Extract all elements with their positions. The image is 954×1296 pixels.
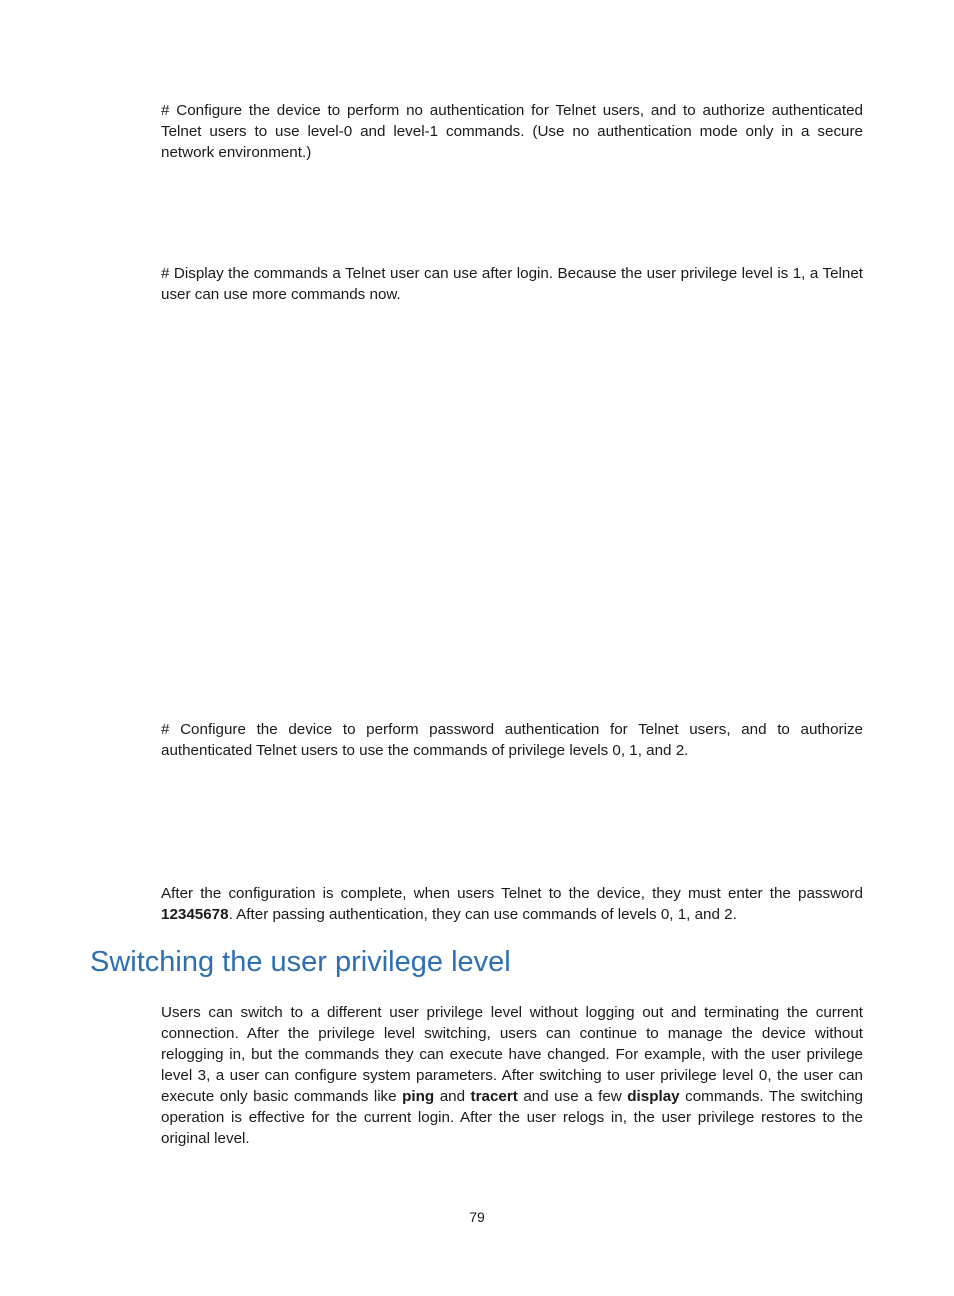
paragraph-password-auth-config: # Configure the device to perform password authentication for Telnet users, and to authorize authenticated Telnet users to use the commands of privilege levels 0, 1, and 2. (161, 721, 863, 759)
paragraph-text: . After passing authentication, they can use commands of levels 0, 1, and 2. (228, 906, 737, 923)
paragraph-text: Users can switch to a different user privilege level without logging out and terminating the current connection. After the privilege level switching, users can continue to manage the device without relogging in, but the commands they can execute have changed. For example, with the user privilege level 3, a user can configure system parameters. After switching to user privilege level 0, the user can execute only basic commands like (161, 1004, 863, 1105)
page-number: 79 (469, 1209, 485, 1225)
paragraph-after-configuration (161, 883, 863, 925)
paragraph-text: After the configuration is complete, when users Telnet to the device, they must enter the password (161, 885, 863, 902)
command-tracert: tracert (470, 1088, 518, 1105)
paragraph-display-commands: # Display the commands a Telnet user can use after login. Because the user privilege level is 1, a Telnet user can use more commands now. (161, 265, 863, 303)
password-value: 12345678 (161, 906, 229, 923)
paragraph-text: commands. The switching operation is effective for the current login. After the user relogs in, the user privilege restores to the original level. (161, 1088, 864, 1147)
paragraph-text: and use a few (517, 1088, 628, 1105)
paragraph-text: and (434, 1088, 471, 1105)
paragraph-no-auth-config: # Configure the device to perform no authentication for Telnet users, and to authorize authenticated Telnet users to use level-0 and level-1 commands. (Use no authentication mode only in a secure network environment.) (161, 102, 863, 161)
section-body-paragraph (161, 1002, 863, 1149)
command-ping: ping (402, 1088, 435, 1105)
command-display: display (627, 1088, 680, 1105)
section-heading: Switching the user privilege level (90, 946, 511, 978)
